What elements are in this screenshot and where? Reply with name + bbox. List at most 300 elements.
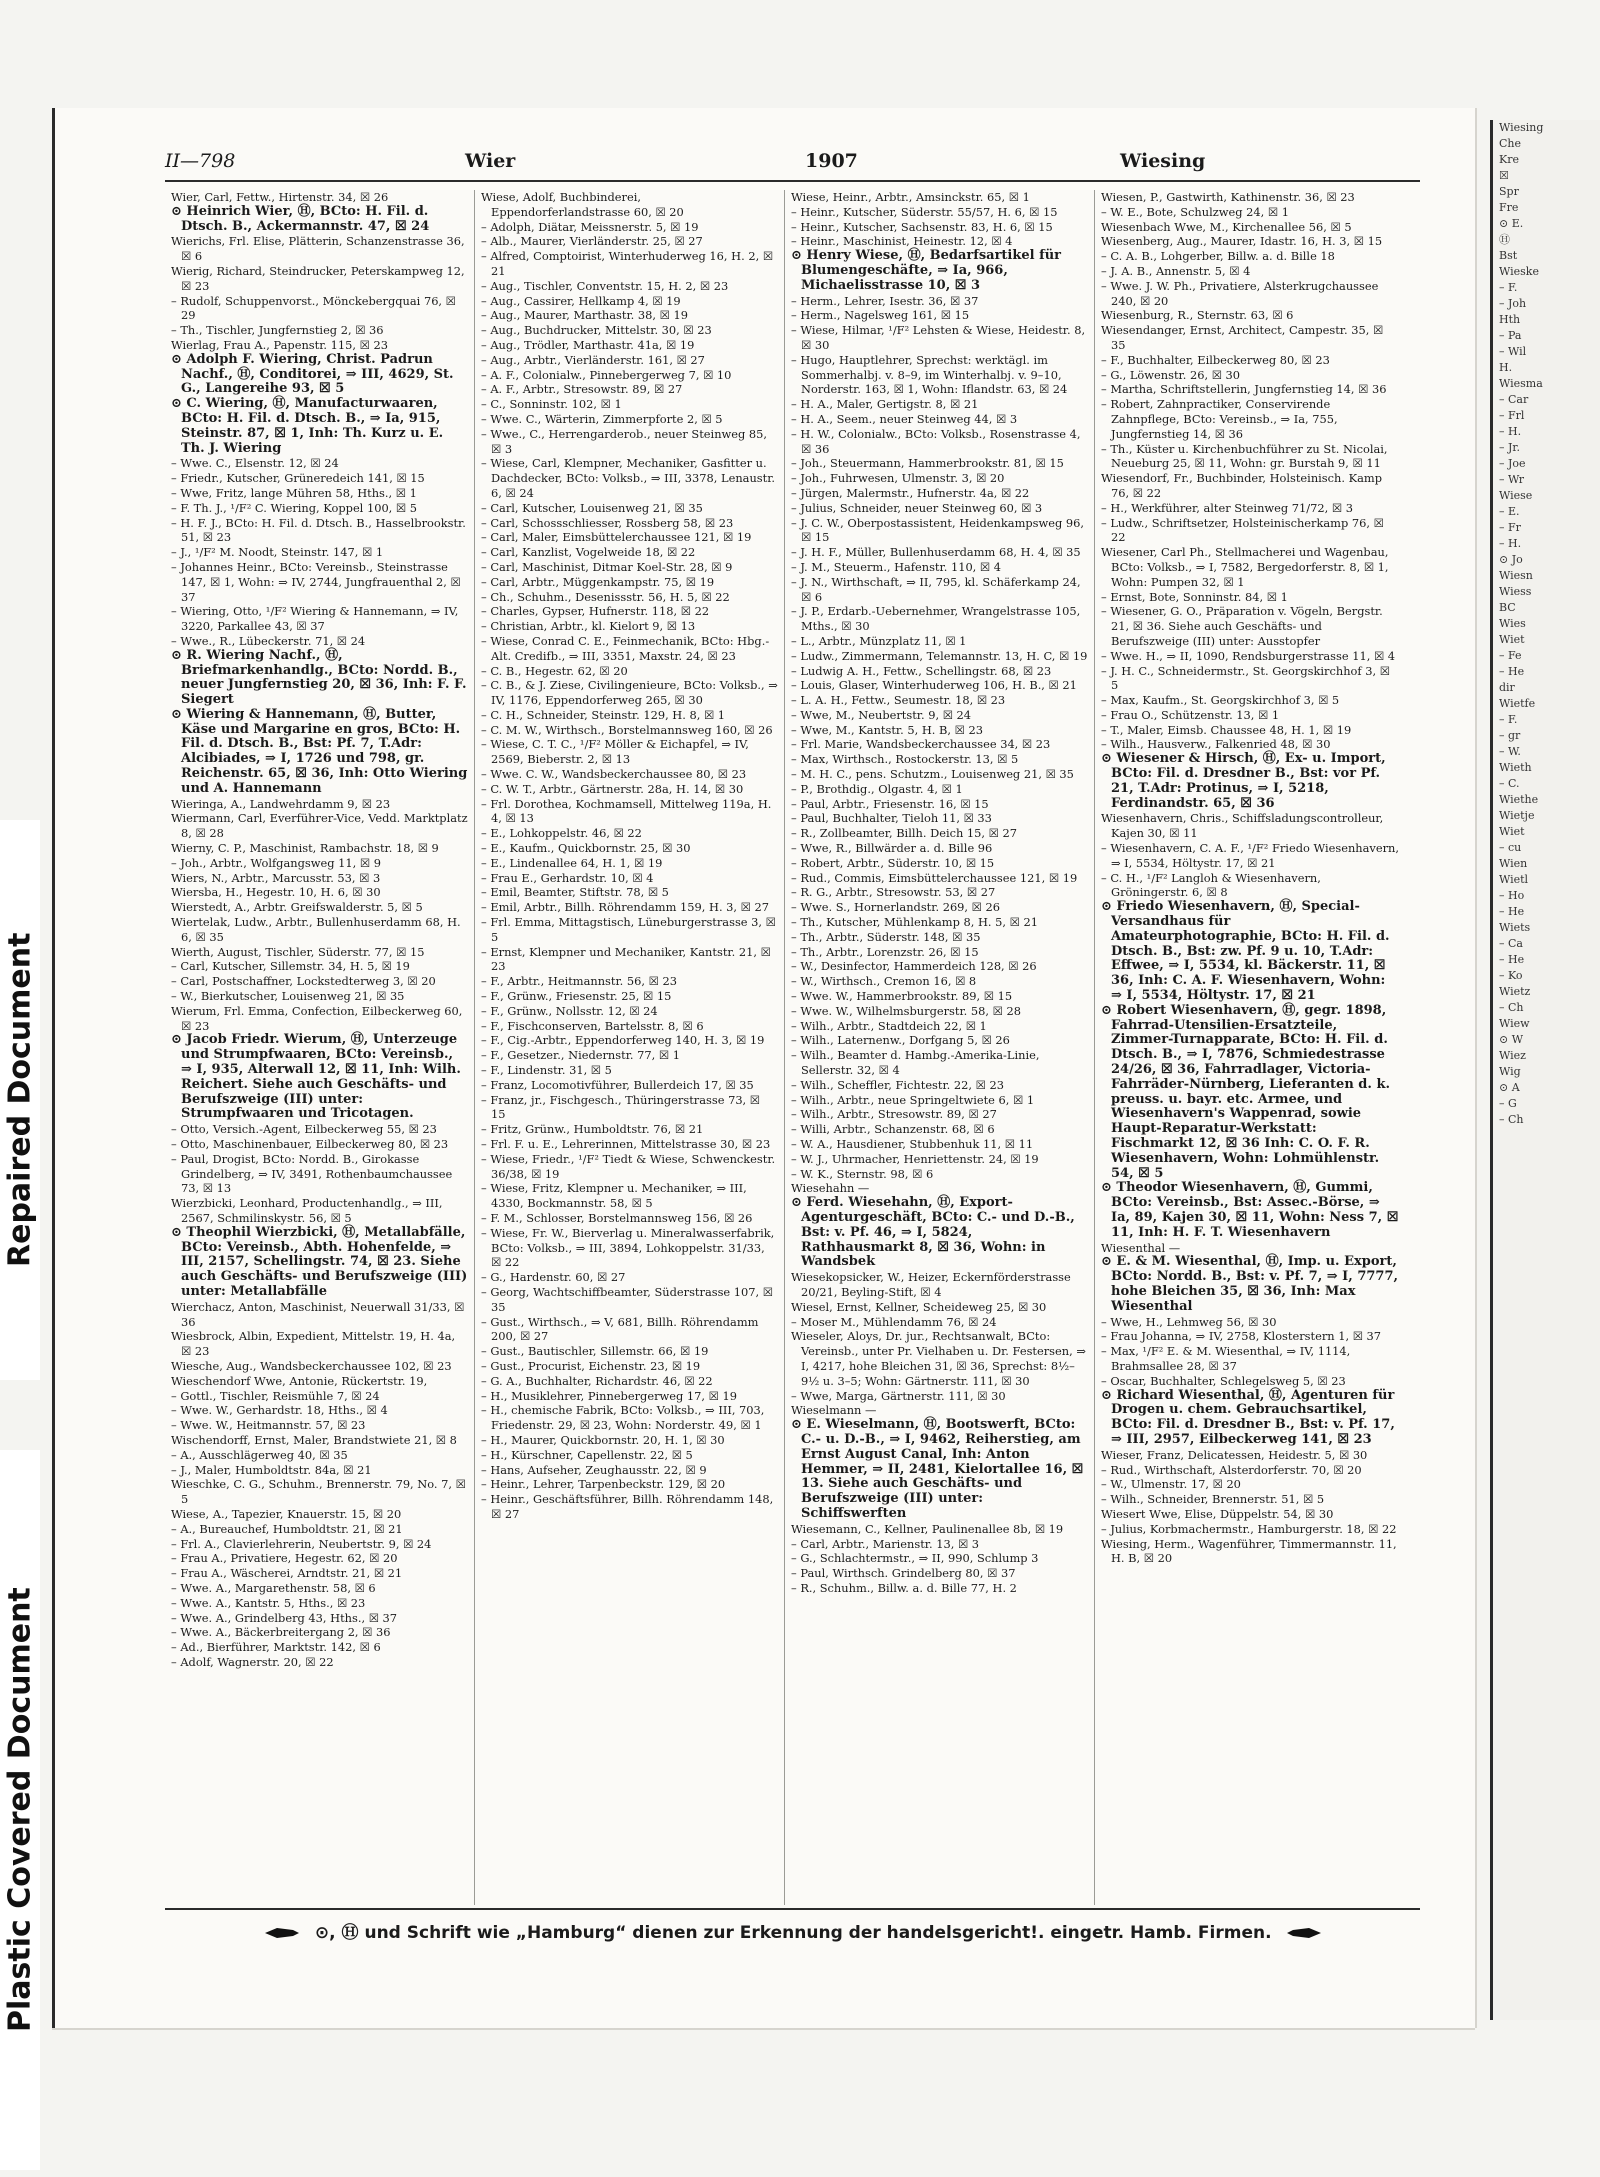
directory-entry: – Hans, Aufseher, Zeughausstr. 22, ☒ 9: [481, 1462, 707, 1477]
directory-entry: Wiesenhavern, Chris., Schiffsladungscontrolleur, Kajen 30, ☒ 11: [1101, 811, 1384, 841]
directory-entry: Wiesel, Ernst, Kellner, Scheideweg 25, ☒ 30: [791, 1299, 1047, 1314]
directory-entry: – Wwe. H., ⇒ II, 1090, Rendsburgerstrasse 11, ☒ 4: [1101, 648, 1396, 663]
directory-entry: Wiesing, Herm., Wagenführer, Timmermannstr. 11, H. B, ☒ 20: [1101, 1536, 1397, 1566]
directory-entry: Wiesenberg, Aug., Maurer, Idastr. 16, H. 3, ☒ 15: [1101, 234, 1383, 249]
directory-entry: – Robert, Arbtr., Süderstr. 10, ☒ 15: [791, 855, 995, 870]
adjacent-page-fragment: Wieth: [1499, 761, 1532, 774]
directory-entry: Wiersba, H., Hegestr. 10, H. 6, ☒ 30: [171, 885, 381, 900]
directory-entry: Wischendorff, Ernst, Maler, Brandstwiete 21, ☒ 8: [171, 1432, 457, 1447]
directory-entry: – F., Grünw., Friesenstr. 25, ☒ 15: [481, 989, 672, 1004]
directory-entry: – J. H. C., Schneidermstr., St. Georgskirchhof 3, ☒ 5: [1101, 663, 1390, 693]
directory-entry: Wierchacz, Anton, Maschinist, Neuerwall 31/33, ☒ 36: [171, 1299, 465, 1329]
directory-entry: Wiesener, Carl Ph., Stellmacherei und Wagenbau, BCto: Volksb., ⇒ I, 7582, Bergedorferstr. 8, ☒ 1, Wohn: Pumpen 32, ☒ 1: [1101, 545, 1389, 589]
directory-entry: – Heinr., Lehrer, Tarpenbeckstr. 129, ☒ 20: [481, 1477, 726, 1492]
directory-entry: – A. F., Colonialw., Pinnebergerweg 7, ☒ 10: [481, 367, 732, 382]
directory-entry: – Paul, Arbtr., Friesenstr. 16, ☒ 15: [791, 796, 989, 811]
directory-entry: – Ch., Schuhm., Desenissstr. 56, H. 5, ☒ 22: [481, 589, 730, 604]
adjacent-page-fragment: – Ho: [1499, 889, 1525, 902]
directory-entry: – A., Ausschlägerweg 40, ☒ 35: [171, 1447, 348, 1462]
directory-entry: – J. P., Erdarb.-Uebernehmer, Wrangelstrasse 105, Mths., ☒ 30: [791, 604, 1081, 634]
adjacent-page-fragment: Wiethe: [1499, 793, 1539, 806]
directory-entry: – L. A. H., Fettw., Seumestr. 18, ☒ 23: [791, 693, 1006, 708]
directory-entry: ⊙ C. Wiering, Ⓗ, Manufacturwaaren, BCto: H. Fil. d. Dtsch. B., ⇒ Ia, 915, Steinstr. 87, ☒ 1, Inh: Th. Kurz u. E. Th. J. Wiering: [171, 396, 444, 456]
directory-entry: Wiers, N., Arbtr., Marcusstr. 53, ☒ 3: [171, 870, 381, 885]
directory-entry: – H. A., Maler, Gertigstr. 8, ☒ 21: [791, 397, 979, 412]
directory-entry: – Frau E., Gerhardstr. 10, ☒ 4: [481, 870, 654, 885]
directory-entry: – Frl. Dorothea, Kochmamsell, Mittelweg 119a, H. 4, ☒ 13: [481, 796, 772, 826]
directory-entry: – Th., Arbtr., Lorenzstr. 26, ☒ 15: [791, 944, 979, 959]
directory-entry: – W., Desinfector, Hammerdeich 128, ☒ 26: [791, 959, 1037, 974]
directory-entry: – Rud., Commis, Eimsbüttelerchaussee 121, ☒ 19: [791, 870, 1078, 885]
directory-entry: – Wwe, R., Billwärder a. d. Bille 96: [791, 841, 993, 856]
adjacent-page-fragment: Wiess: [1499, 585, 1532, 598]
directory-entry: – G., Löwenstr. 26, ☒ 30: [1101, 367, 1241, 382]
directory-entry: – A., Bureauchef, Humboldtstr. 21, ☒ 21: [171, 1521, 403, 1536]
directory-entry: – Wiese, Hilmar, ¹/F² Lehsten & Wiese, Heidestr. 8, ☒ 30: [791, 323, 1086, 352]
directory-entry: ⊙ Jacob Friedr. Wierum, Ⓗ, Unterzeuge und Strumpfwaaren, BCto: Vereinsb., ⇒ I, 935, Alterwall 12, ☒ 11, Inh: Wilh. Reichert. Siehe auch Geschäfts- und Berufszweige (III) unter: Strumpfwaaren und Tricotagen.: [171, 1032, 461, 1122]
adjacent-page-fragment: Wies: [1499, 617, 1526, 630]
directory-entry: ⊙ Theophil Wierzbicki, Ⓗ, Metallabfälle, BCto: Vereinsb., Abth. Hohenfelde, ⇒ III, 2157, Schellingstr. 74, ☒ 23. Siehe auch Geschäfts- und Berufszweige (III) unter: Metallabfälle: [171, 1224, 468, 1299]
directory-entry: – Aug., Maurer, Marthastr. 38, ☒ 19: [481, 308, 688, 323]
adjacent-page-fragment: Wietl: [1499, 873, 1529, 886]
directory-entry: – W. J., Uhrmacher, Henriettenstr. 24, ☒ 19: [791, 1151, 1039, 1166]
directory-entry: Wiesemann, C., Kellner, Paulinenallee 8b, ☒ 19: [791, 1521, 1064, 1536]
directory-entry: – Aug., Buchdrucker, Mittelstr. 30, ☒ 23: [481, 323, 712, 338]
directory-entry: – G. A., Buchhalter, Richardstr. 46, ☒ 22: [481, 1373, 713, 1388]
adjacent-page-fragment: – Wr: [1499, 473, 1525, 486]
directory-entry: Wieselmann —: [791, 1403, 877, 1418]
directory-entry: Wiesendorf, Fr., Buchbinder, Holsteinisch. Kamp 76, ☒ 22: [1101, 471, 1382, 500]
adjacent-page-fragment: – Joh: [1499, 297, 1527, 310]
directory-entry: – Joh., Steuermann, Hammerbrookstr. 81, ☒ 15: [791, 456, 1064, 471]
directory-entry: – Carl, Schossschliesser, Rossberg 58, ☒ 23: [481, 515, 734, 530]
directory-entry: – R., Zollbeamter, Billh. Deich 15, ☒ 27: [791, 826, 1017, 841]
entries-columns: [165, 190, 1420, 1905]
directory-entry: Wierzbicki, Leonhard, Productenhandlg., ⇒ III, 2567, Schmilinskystr. 56, ☒ 5: [171, 1196, 443, 1225]
directory-entry: – Wilh., Laternenw., Dorfgang 5, ☒ 26: [791, 1033, 1010, 1048]
directory-entry: – F. M., Schlosser, Borstelmannsweg 156, ☒ 26: [481, 1210, 753, 1225]
directory-entry: – Hugo, Hauptlehrer, Sprechst: werktägl. im Sommerhalbj. v. 8–9, im Winterhalbj. v. 9–10, Norderstr. 163, ☒ 1, Wohn: Iflandstr. 63, ☒ 24: [791, 352, 1068, 397]
directory-entry: Wiesen, P., Gastwirth, Kathinenstr. 36, ☒ 23: [1101, 190, 1355, 204]
directory-entry: – Frl. A., Clavierlehrerin, Neubertstr. 9, ☒ 24: [171, 1536, 432, 1551]
adjacent-page-fragment: – H.: [1499, 425, 1522, 438]
directory-entry: – H., Kürschner, Capellenstr. 22, ☒ 5: [481, 1447, 693, 1462]
directory-entry: – W., Bierkutscher, Louisenweg 21, ☒ 35: [171, 989, 405, 1004]
adjacent-page-fragment: Bst: [1499, 249, 1518, 262]
footer-rule: [165, 1908, 1420, 1910]
directory-entry: Wierum, Frl. Emma, Confection, Eilbeckerweg 60, ☒ 23: [171, 1003, 463, 1033]
adjacent-page-fragment: Wiez: [1499, 1049, 1526, 1062]
directory-entry: – Adolf, Wagnerstr. 20, ☒ 22: [171, 1654, 334, 1669]
directory-entry: – Julius, Korbmachermstr., Hamburgerstr. 18, ☒ 22: [1101, 1521, 1397, 1536]
directory-entry: – Wiering, Otto, ¹/F² Wiering & Hannemann, ⇒ IV, 3220, Parkallee 43, ☒ 37: [171, 604, 459, 634]
directory-entry: Wiertelak, Ludw., Arbtr., Bullenhuserdamm 68, H. 6, ☒ 35: [171, 915, 461, 944]
directory-entry: Wieser, Franz, Delicatessen, Heidestr. 5, ☒ 30: [1101, 1447, 1368, 1462]
pointing-hand-icon: [1285, 1926, 1323, 1940]
directory-entry: – Joh., Fuhrwesen, Ulmenstr. 3, ☒ 20: [791, 471, 1005, 486]
directory-entry: – J. N., Wirthschaft, ⇒ II, 795, kl. Schäferkamp 24, ☒ 6: [791, 574, 1081, 604]
directory-entry: – Wiese, Fritz, Klempner u. Mechaniker, ⇒ III, 4330, Bockmannstr. 58, ☒ 5: [481, 1181, 747, 1211]
adjacent-page-fragment: – Ch: [1499, 1113, 1524, 1126]
adjacent-page-fragment: Wiet: [1499, 825, 1525, 838]
adjacent-page-fragment: ⊙ W: [1499, 1033, 1524, 1046]
directory-entry: – Oscar, Buchhalter, Schlegelsweg 5, ☒ 23: [1101, 1373, 1346, 1388]
adjacent-page-fragment: – Car: [1499, 393, 1529, 406]
directory-entry: – Carl, Maschinist, Ditmar Koel-Str. 28, ☒ 9: [481, 559, 733, 574]
directory-entry: – J. A. B., Annenstr. 5, ☒ 4: [1101, 263, 1251, 278]
year: 1907: [805, 150, 858, 172]
directory-entry: – Frau O., Schützenstr. 13, ☒ 1: [1101, 707, 1280, 722]
directory-entry: ⊙ E. & M. Wiesenthal, Ⓗ, Imp. u. Export, BCto: Nordd. B., Bst: v. Pf. 7, ⇒ I, 7777, hohe Bleichen 35, ☒ 36, Inh: Max Wiesenthal: [1101, 1254, 1399, 1314]
directory-entry: – C. H., ¹/F² Langloh & Wiesenhavern, Gröningerstr. 6, ☒ 8: [1101, 870, 1321, 900]
directory-entry: – C. A. B., Lohgerber, Billw. a. d. Bille 18: [1101, 249, 1335, 264]
directory-entry: Wiesbrock, Albin, Expedient, Mittelstr. 19, H. 4a, ☒ 23: [171, 1329, 456, 1359]
adjacent-page-fragment: Wiet: [1499, 633, 1525, 646]
directory-entry: – Wilh., Schneider, Brennerstr. 51, ☒ 5: [1101, 1492, 1325, 1507]
directory-entry: – W. A., Hausdiener, Stubbenhuk 11, ☒ 11: [791, 1137, 1034, 1151]
directory-entry: – Alb., Maurer, Vierländerstr. 25, ☒ 27: [481, 234, 703, 249]
adjacent-page-fragment: Ⓗ: [1499, 233, 1510, 246]
directory-entry: – H., chemische Fabrik, BCto: Volksb., ⇒ III, 703, Friedenstr. 29, ☒ 23, Wohn: Norderstr. 49, ☒ 1: [481, 1403, 765, 1433]
directory-entry: Wieringa, A., Landwehrdamm 9, ☒ 23: [171, 796, 391, 811]
directory-entry: – Franz, jr., Fischgesch., Thüringerstrasse 73, ☒ 15: [481, 1092, 761, 1122]
directory-entry: – Wilh., Hausverw., Falkenried 48, ☒ 30: [1101, 737, 1331, 752]
directory-entry: – Wwe., C., Herrengarderob., neuer Steinweg 85, ☒ 3: [481, 426, 768, 456]
adjacent-page-fragment: Wiesing: [1499, 121, 1544, 134]
directory-entry: – Wwe. A., Margarethenstr. 58, ☒ 6: [171, 1580, 376, 1595]
directory-entry: Wierth, August, Tischler, Süderstr. 77, ☒ 15: [171, 944, 425, 959]
directory-entry: – Wwe. W., Hammerbrookstr. 89, ☒ 15: [791, 989, 1013, 1004]
adjacent-page-fragment: – Fe: [1499, 649, 1522, 662]
column-3: [785, 190, 1095, 1905]
directory-entry: – Heinr., Maschinist, Heinestr. 12, ☒ 4: [791, 234, 1013, 249]
directory-entry: – Franz, Locomotivführer, Bullerdeich 17, ☒ 35: [481, 1077, 754, 1092]
directory-entry: – M. H. C., pens. Schutzm., Louisenweg 21, ☒ 35: [791, 767, 1074, 782]
adjacent-page-fragment: – Joe: [1499, 457, 1526, 470]
directory-entry: – H., Werkführer, alter Steinweg 71/72, ☒ 3: [1101, 500, 1353, 515]
directory-entry: – Max, ¹/F² E. & M. Wiesenthal, ⇒ IV, 1114, Brahmsallee 28, ☒ 37: [1101, 1344, 1351, 1373]
directory-entry: – Th., Tischler, Jungfernstieg 2, ☒ 36: [171, 323, 384, 338]
adjacent-page-fragment: ⊙ E.: [1499, 217, 1524, 230]
directory-entry: – Frau A., Wäscherei, Arndtstr. 21, ☒ 21: [171, 1566, 403, 1581]
column-4: [1095, 190, 1405, 1905]
directory-entry: – Heinr., Kutscher, Süderstr. 55/57, H. 6, ☒ 15: [791, 204, 1058, 219]
directory-entry: – Frl. Marie, Wandsbeckerchaussee 34, ☒ 23: [791, 737, 1051, 752]
directory-entry: ⊙ Robert Wiesenhavern, Ⓗ, gegr. 1898, Fahrrad-Utensilien-Ersatzteile, Zimmer-Turnapparate, BCto: H. Fil. d. Dtsch. B., ⇒ I, 7876, Schmiedestrasse 24/26, ☒ 36, Fahrradlager, Victoria-Fahrräder-Nürnberg, Lieferanten d. k. preuss. u. bayr. etc. Armee, und Wiesenhavern's Wappenrad, sowie Haupt-Reparatur-Werkstatt: Fischmarkt 12, ☒ 36 Inh: C. O. F. R. Wiesenhavern, Wohn: Lohmühlenstr. 54, ☒ 5: [1101, 1002, 1390, 1181]
directory-entry: Wierlag, Frau A., Papenstr. 115, ☒ 23: [171, 337, 388, 352]
directory-entry: – Wiese, Friedr., ¹/F² Tiedt & Wiese, Schwenckestr. 36/38, ☒ 19: [481, 1151, 776, 1181]
directory-entry: – C. B., & J. Ziese, Civilingenieure, BCto: Volksb., ⇒ IV, 1176, Eppendorferweg 265, ☒ 30: [481, 678, 778, 708]
directory-entry: – C. W. T., Arbtr., Gärtnerstr. 28a, H. 14, ☒ 30: [481, 781, 744, 796]
adjacent-page-fragment: Wietfe: [1499, 697, 1536, 710]
directory-entry: – Wwe, Fritz, lange Mühren 58, Hths., ☒ 1: [171, 485, 417, 500]
directory-entry: – Ad., Bierführer, Marktstr. 142, ☒ 6: [171, 1640, 381, 1655]
directory-entry: – Ernst, Klempner und Mechaniker, Kantstr. 21, ☒ 23: [481, 944, 771, 974]
adjacent-page-fragment: Kre: [1499, 153, 1519, 166]
directory-entry: – Herm., Nagelsweg 161, ☒ 15: [791, 308, 970, 323]
directory-entry: – Gottl., Tischler, Reismühle 7, ☒ 24: [171, 1388, 380, 1403]
directory-entry: – Willi, Arbtr., Schanzenstr. 68, ☒ 6: [791, 1122, 995, 1137]
directory-entry: – Wilh., Arbtr., Stresowstr. 89, ☒ 27: [791, 1107, 997, 1122]
directory-entry: – Wilh., Arbtr., neue Springeltwiete 6, ☒ 1: [791, 1092, 1035, 1107]
last-entry-word: Wiesing: [1120, 150, 1206, 172]
directory-entry: – Julius, Schneider, neuer Steinweg 60, ☒ 3: [791, 500, 1043, 515]
directory-entry: – Jürgen, Malermstr., Hufnerstr. 4a, ☒ 22: [791, 485, 1030, 500]
directory-entry: – Christian, Arbtr., kl. Kielort 9, ☒ 13: [481, 619, 696, 634]
directory-entry: – Wwe, M., Kantstr. 5, H. B, ☒ 23: [791, 722, 983, 737]
directory-entry: – C., Sonninstr. 102, ☒ 1: [481, 397, 622, 412]
directory-entry: – H. F. J., BCto: H. Fil. d. Dtsch. B., Hasselbrookstr. 51, ☒ 23: [171, 515, 466, 545]
directory-entry: – F., Arbtr., Heitmannstr. 56, ☒ 23: [481, 974, 677, 989]
directory-entry: – Martha, Schriftstellerin, Jungfernstieg 14, ☒ 36: [1101, 382, 1387, 397]
directory-entry: – H. W., Colonialw., BCto: Volksb., Rosenstrasse 4, ☒ 36: [791, 426, 1081, 456]
directory-entry: – Gust., Wirthsch., ⇒ V, 681, Billh. Röhrendamm 200, ☒ 27: [481, 1314, 759, 1344]
directory-entry: – Paul, Buchhalter, Tieloh 11, ☒ 33: [791, 811, 992, 826]
directory-entry: – E., Kaufm., Quickbornstr. 25, ☒ 30: [481, 841, 691, 856]
directory-entry: – Wwe. W., Heitmannstr. 57, ☒ 23: [171, 1418, 366, 1433]
directory-entry: Wiesenburg, R., Sternstr. 63, ☒ 6: [1101, 308, 1294, 323]
adjacent-page-fragment: – Wil: [1499, 345, 1527, 358]
adjacent-page-fragment: Wiets: [1499, 921, 1531, 934]
directory-entry: – F., Grünw., Nollsstr. 12, ☒ 24: [481, 1003, 658, 1018]
directory-entry: – J. H. F., Müller, Bullenhuserdamm 68, H. 4, ☒ 35: [791, 545, 1081, 560]
adjacent-page-fragment: Wietje: [1499, 809, 1535, 822]
directory-entry: – Wwe, M., Neubertstr. 9, ☒ 24: [791, 707, 972, 722]
directory-entry: – Wilh., Arbtr., Stadtdeich 22, ☒ 1: [791, 1018, 987, 1033]
directory-entry: – Wiese, Conrad C. E., Feinmechanik, BCto: Hbg.-Alt. Credifb., ⇒ III, 3351, Maxstr. 24, ☒ 23: [481, 633, 770, 663]
adjacent-page-fragment: ⊙ Jo: [1499, 553, 1523, 566]
directory-entry: – Ludw., Schriftsetzer, Holsteinischerkamp 76, ☒ 22: [1101, 515, 1384, 545]
adjacent-page-fragment: Che: [1499, 137, 1522, 150]
directory-entry: – Carl, Kanzlist, Vogelweide 18, ☒ 22: [481, 545, 696, 560]
directory-entry: – Wwe. C. W., Wandsbeckerchaussee 80, ☒ 23: [481, 767, 747, 782]
directory-entry: – Rudolf, Schuppenvorst., Mönckebergquai 76, ☒ 29: [171, 293, 456, 323]
directory-entry: – Carl, Postschaffner, Lockstedterweg 3, ☒ 20: [171, 974, 436, 989]
directory-entry: – Paul, Wirthsch. Grindelberg 80, ☒ 37: [791, 1566, 1016, 1581]
directory-entry: – Th., Kutscher, Mühlenkamp 8, H. 5, ☒ 21: [791, 915, 1038, 930]
directory-entry: – J. M., Steuerm., Hafenstr. 110, ☒ 4: [791, 559, 1002, 574]
adjacent-page-fragment: – cu: [1499, 841, 1522, 854]
directory-entry: – Aug., Trödler, Marthastr. 41a, ☒ 19: [481, 337, 695, 352]
adjacent-page-fragment: dir: [1499, 681, 1515, 694]
adjacent-page-fragment: – Pa: [1499, 329, 1522, 342]
directory-entry: – Rud., Wirthschaft, Alsterdorferstr. 70, ☒ 20: [1101, 1462, 1362, 1477]
directory-entry: – Wiesenhavern, C. A. F., ¹/F² Friedo Wiesenhavern, ⇒ I, 5534, Höltystr. 17, ☒ 21: [1101, 841, 1399, 870]
directory-entry: – Alfred, Comptoirist, Winterhuderweg 16, H. 2, ☒ 21: [481, 249, 774, 278]
directory-entry: – W., Ulmenstr. 17, ☒ 20: [1101, 1477, 1241, 1492]
page-header: [165, 144, 1415, 180]
directory-entry: – F., Buchhalter, Eilbeckerweg 80, ☒ 23: [1101, 352, 1330, 367]
directory-entry: – Frau A., Privatiere, Hegestr. 62, ☒ 20: [171, 1551, 398, 1566]
directory-entry: – Ludwig A. H., Fettw., Schellingstr. 68, ☒ 23: [791, 663, 1052, 678]
directory-entry: – Moser M., Mühlendamm 76, ☒ 24: [791, 1314, 997, 1329]
adjacent-page-fragment: – C.: [1499, 777, 1520, 790]
directory-entry: – Robert, Zahnpractiker, Conservirende Zahnpflege, BCto: Vereinsb., ⇒ Ia, 755, Jungfernstieg 14, ☒ 36: [1101, 397, 1338, 441]
adjacent-page-fragment: – gr: [1499, 729, 1521, 742]
adjacent-page-fragment: Wiese: [1499, 489, 1533, 502]
directory-entry: – C. H., Schneider, Steinstr. 129, H. 8, ☒ 1: [481, 707, 726, 722]
directory-entry: – Friedr., Kutscher, Grüneredeich 141, ☒ 15: [171, 471, 425, 486]
directory-entry: – Emil, Beamter, Stiftstr. 78, ☒ 5: [481, 885, 669, 900]
directory-entry: – Wwe, H., Lehmweg 56, ☒ 30: [1101, 1314, 1277, 1329]
adjacent-page-fragment: – Ko: [1499, 969, 1523, 982]
directory-entry: – W. K., Sternstr. 98, ☒ 6: [791, 1166, 934, 1181]
directory-entry: – Wwe, Marga, Gärtnerstr. 111, ☒ 30: [791, 1388, 1006, 1403]
directory-entry: – Wilh., Scheffler, Fichtestr. 22, ☒ 23: [791, 1077, 1004, 1092]
adjacent-page-fragment: – F.: [1499, 713, 1518, 726]
directory-entry: – H., Maurer, Quickbornstr. 20, H. 1, ☒ 30: [481, 1432, 725, 1447]
directory-entry: – Louis, Glaser, Winterhuderweg 106, H. B., ☒ 21: [791, 678, 1077, 693]
directory-entry: – Charles, Gypser, Hufnerstr. 118, ☒ 22: [481, 604, 710, 619]
directory-entry: – Ernst, Bote, Sonninstr. 84, ☒ 1: [1101, 589, 1288, 604]
directory-entry: – Gust., Bautischler, Sillemstr. 66, ☒ 19: [481, 1344, 709, 1359]
directory-entry: – Th., Küster u. Kirchenbuchführer zu St. Nicolai, Neueburg 25, ☒ 11, Wohn: gr. Burstah 9, ☒ 11: [1101, 441, 1388, 471]
directory-entry: ⊙ Wiering & Hannemann, Ⓗ, Butter, Käse und Margarine en gros, BCto: H. Fil. d. Dtsch. B., Bst: Pf. 7, T.Adr: Alcibiades, ⇒ I, 1726 und 798, gr. Reichenstr. 65, ☒ 36, Inh: Otto Wiering und A. Hannemann: [171, 706, 468, 796]
directory-entry: – Wwe. C., Wärterin, Zimmerpforte 2, ☒ 5: [481, 411, 723, 426]
directory-entry: Wiesenthal —: [1101, 1240, 1181, 1255]
directory-page: [52, 108, 1475, 2028]
directory-entry: – F., Lindenstr. 31, ☒ 5: [481, 1063, 612, 1078]
directory-entry: Wierstedt, A., Arbtr. Greifswalderstr. 5, ☒ 5: [171, 900, 423, 915]
adjacent-page-fragment: Wiesn: [1499, 569, 1533, 582]
adjacent-page-fragment: – Ca: [1499, 937, 1523, 950]
directory-entry: ⊙ Friedo Wiesenhavern, Ⓗ, Special-Versandhaus für Amateurphotographie, BCto: H. Fil. d. Dtsch. B., Bst: zw. Pf. 9 u. 10, T.Adr: Effwee, ⇒ I, 5534, kl. Bäckerstr. 11, ☒ 36, Inh: C. A. F. Wiesenhavern, Wohn: ⇒ I, 5534, Höltystr. 17, ☒ 21: [1101, 899, 1390, 1004]
directory-entry: – Carl, Arbtr., Müggenkampstr. 75, ☒ 19: [481, 574, 715, 589]
repaired-document-label: Repaired Document: [0, 820, 40, 1380]
adjacent-page-fragment: Wietz: [1499, 985, 1531, 998]
adjacent-page-fragment: Wien: [1499, 857, 1528, 870]
directory-entry: – H., Musiklehrer, Pinnebergerweg 17, ☒ 19: [481, 1388, 737, 1403]
directory-entry: – H. A., Seem., neuer Steinweg 44, ☒ 3: [791, 411, 1018, 426]
directory-entry: Wiese, Heinr., Arbtr., Amsinckstr. 65, ☒ 1: [791, 190, 1030, 204]
directory-entry: – Aug., Cassirer, Hellkamp 4, ☒ 19: [481, 293, 681, 308]
directory-entry: Wierig, Richard, Steindrucker, Peterskampweg 12, ☒ 23: [171, 263, 465, 293]
directory-entry: – Georg, Wachtschiffbeamter, Süderstrasse 107, ☒ 35: [481, 1284, 773, 1314]
directory-entry: Wieschke, C. G., Schuhm., Brennerstr. 79, No. 7, ☒ 5: [171, 1477, 466, 1507]
adjacent-page-fragment: Wiew: [1499, 1017, 1530, 1030]
page-number: II—798: [165, 150, 236, 172]
directory-entry: – Wilh., Beamter d. Hambg.-Amerika-Linie, Sellerstr. 32, ☒ 4: [791, 1048, 1040, 1078]
directory-entry: Wiesenbach Wwe, M., Kirchenallee 56, ☒ 5: [1101, 219, 1352, 234]
directory-entry: – Carl, Kutscher, Sillemstr. 34, H. 5, ☒ 19: [171, 959, 410, 974]
directory-entry: – E., Lindenallee 64, H. 1, ☒ 19: [481, 855, 663, 870]
directory-entry: Wierichs, Frl. Elise, Plätterin, Schanzenstrasse 36, ☒ 6: [171, 234, 465, 264]
pointing-hand-icon: [263, 1926, 301, 1940]
directory-entry: ⊙ E. Wieselmann, Ⓗ, Bootswerft, BCto: C.- u. D.-B., ⇒ I, 9462, Reiherstieg, am Ernst August Canal, Inh: Anton Hemmer, ⇒ II, 2481, Kielortallee 16, ☒ 13. Siehe auch Geschäfts- und Berufszweige (III) unter: Schiffswerften: [791, 1417, 1084, 1521]
directory-entry: – W. E., Bote, Schulzweg 24, ☒ 1: [1101, 204, 1289, 219]
directory-entry: – Carl, Maler, Eimsbüttelerchaussee 121, ☒ 19: [481, 530, 752, 545]
directory-entry: – Wwe. C., Elsenstr. 12, ☒ 24: [171, 456, 339, 471]
adjacent-page-fragment: – He: [1499, 953, 1525, 966]
adjacent-page-fragment: ☒: [1499, 169, 1509, 182]
directory-entry: – Wwe. W., Wilhelmsburgerstr. 58, ☒ 28: [791, 1003, 1021, 1018]
directory-entry: Wiesekopsicker, W., Heizer, Eckernförderstrasse 20/21, Beyling-Stift, ☒ 4: [791, 1270, 1071, 1299]
directory-entry: – Wiese, Carl, Klempner, Mechaniker, Gasfitter u. Dachdecker, BCto: Volksb., ⇒ III, 3378, Lenaustr. 6, ☒ 24: [481, 456, 776, 500]
directory-entry: – Joh., Arbtr., Wolfgangsweg 11, ☒ 9: [171, 855, 381, 870]
directory-entry: ⊙ Ferd. Wiesehahn, Ⓗ, Export-Agenturgeschäft, BCto: C.- und D.-B., Bst: v. Pf. 46, ⇒ I, 5824, Rathhausmarkt 8, ☒ 36, Wohn: in Wandsbek: [791, 1195, 1075, 1270]
directory-entry: Wiese, Adolf, Buchbinderei, Eppendorferlandstrasse 60, ☒ 20: [481, 190, 684, 219]
directory-entry: – R., Schuhm., Billw. a. d. Bille 77, H. 2: [791, 1580, 1017, 1595]
adjacent-page-fragment: – He: [1499, 665, 1525, 678]
directory-entry: – Wwe. A., Bäckerbreitergang 2, ☒ 36: [171, 1625, 391, 1640]
directory-entry: Wiese, A., Tapezier, Knauerstr. 15, ☒ 20: [171, 1506, 402, 1521]
directory-entry: – F., Fischconserven, Bartelsstr. 8, ☒ 6: [481, 1018, 704, 1033]
directory-entry: – Max, Kaufm., St. Georgskirchhof 3, ☒ 5: [1101, 693, 1340, 708]
column-1: [165, 190, 475, 1905]
directory-entry: – Gust., Procurist, Eichenstr. 23, ☒ 19: [481, 1358, 701, 1373]
directory-entry: – J., ¹/F² M. Noodt, Steinstr. 147, ☒ 1: [171, 545, 384, 560]
directory-entry: – Johannes Heinr., BCto: Vereinsb., Steinstrasse 147, ☒ 1, Wohn: ⇒ IV, 2744, Jungfrauenthal 2, ☒ 37: [171, 559, 461, 604]
directory-entry: Wieseler, Aloys, Dr. jur., Rechtsanwalt, BCto: Vereinsb., unter Pr. Vielhaben u. Dr. Festersen, ⇒ I, 4217, hohe Bleichen 31, ☒ 36, Sprechst: 8½–9½ u. 3–5; Wohn: Gärtnerstr. 111, ☒ 30: [791, 1329, 1086, 1388]
adjacent-page-fragment: Wieske: [1499, 265, 1539, 278]
directory-entry: – Wwe., R., Lübeckerstr. 71, ☒ 24: [171, 633, 366, 648]
adjacent-page-fragment: Wiesma: [1499, 377, 1543, 390]
directory-entry: – E., Lohkoppelstr. 46, ☒ 22: [481, 826, 642, 841]
directory-entry: – Herm., Lehrer, Isestr. 36, ☒ 37: [791, 293, 979, 308]
directory-entry: – Wwe. A., Grindelberg 43, Hths., ☒ 37: [171, 1610, 398, 1625]
directory-entry: – Otto, Versich.-Agent, Eilbeckerweg 55, ☒ 23: [171, 1122, 437, 1137]
directory-entry: ⊙ Adolph F. Wiering, Christ. Padrun Nachf., Ⓗ, Conditorei, ⇒ III, 4629, St. G., Langereihe 93, ☒ 5: [171, 351, 454, 397]
directory-entry: – Adolph, Diätar, Meissnerstr. 5, ☒ 19: [481, 219, 699, 234]
adjacent-page-fragment: Fre: [1499, 201, 1519, 214]
adjacent-page-fragment: Hth: [1499, 313, 1521, 326]
directory-entry: – Aug., Arbtr., Vierländerstr. 161, ☒ 27: [481, 352, 705, 367]
directory-entry: – Heinr., Kutscher, Sachsenstr. 83, H. 6, ☒ 15: [791, 219, 1053, 234]
directory-entry: – Paul, Drogist, BCto: Nordd. B., Girokasse Grindelberg, ⇒ IV, 3491, Rothenbaumchaussee 73, ☒ 13: [171, 1151, 453, 1196]
directory-entry: – Carl, Kutscher, Louisenweg 21, ☒ 35: [481, 500, 703, 515]
directory-entry: – Otto, Maschinenbauer, Eilbeckerweg 80, ☒ 23: [171, 1137, 449, 1151]
directory-entry: – Wiese, Fr. W., Bierverlag u. Mineralwasserfabrik, BCto: Volksb., ⇒ III, 3894, Lohkoppelstr. 31/33, ☒ 22: [481, 1225, 775, 1270]
directory-entry: – Frl. Emma, Mittagstisch, Lüneburgerstrasse 3, ☒ 5: [481, 915, 776, 944]
directory-entry: – Wiese, C. T. C., ¹/F² Möller & Eichapfel, ⇒ IV, 2569, Bieberstr. 2, ☒ 13: [481, 737, 749, 767]
directory-entry: – J. C. W., Oberpostassistent, Heidenkampsweg 96, ☒ 15: [791, 515, 1085, 545]
directory-entry: – Wwe. W., Gerhardstr. 18, Hths., ☒ 4: [171, 1403, 388, 1418]
adjacent-page-fragment: – Frl: [1499, 409, 1525, 422]
directory-entry: Wierny, C. P., Maschinist, Rambachstr. 18, ☒ 9: [171, 841, 439, 856]
adjacent-page-fragment: – F.: [1499, 281, 1518, 294]
directory-entry: – Emil, Arbtr., Billh. Röhrendamm 159, H. 3, ☒ 27: [481, 900, 770, 915]
adjacent-page-fragment: – Jr.: [1499, 441, 1520, 454]
plastic-covered-label: Plastic Covered Document: [0, 1450, 40, 2170]
directory-entry: Wieschendorf Wwe, Antonie, Rückertstr. 19,: [171, 1373, 428, 1388]
directory-entry: – Wwe. J. W. Ph., Privatiere, Alsterkrugchaussee 240, ☒ 20: [1101, 278, 1379, 308]
adjacent-page-fragment: – H.: [1499, 537, 1522, 550]
directory-entry: – Wwe. A., Kantstr. 5, Hths., ☒ 23: [171, 1595, 366, 1610]
directory-entry: – C. M. W., Wirthsch., Borstelmannsweg 160, ☒ 26: [481, 722, 773, 737]
adjacent-page-fragment: – Ch: [1499, 1001, 1524, 1014]
directory-entry: ⊙ Theodor Wiesenhavern, Ⓗ, Gummi, BCto: Vereinsb., Bst: Assec.-Börse, ⇒ Ia, 89, Kajen 30, ☒ 11, Wohn: Ness 7, ☒ 11, Inh: H. F. T. Wiesenhavern: [1101, 1180, 1399, 1240]
directory-entry: ⊙ Richard Wiesenthal, Ⓗ, Agenturen für Drogen u. chem. Gebrauchsartikel, BCto: Fil. d. Dresdner B., Bst: v. Pf. 17, ⇒ III, 2957, Eilbeckerweg 141, ☒ 23: [1101, 1387, 1395, 1447]
directory-entry: – Heinr., Geschäftsführer, Billh. Röhrendamm 148, ☒ 27: [481, 1492, 774, 1521]
directory-entry: Wier, Carl, Fettw., Hirtenstr. 34, ☒ 26: [171, 190, 389, 204]
directory-entry: – P., Brothdig., Olgastr. 4, ☒ 1: [791, 781, 963, 796]
directory-entry: – L., Arbtr., Münzplatz 11, ☒ 1: [791, 633, 967, 648]
directory-entry: Wiesche, Aug., Wandsbeckerchaussee 102, ☒ 23: [171, 1358, 452, 1373]
directory-entry: – J., Maler, Humboldtstr. 84a, ☒ 21: [171, 1462, 372, 1477]
directory-entry: ⊙ Wiesener & Hirsch, Ⓗ, Ex- u. Import, BCto: Fil. d. Dresdner B., Bst: vor Pf. 21, T.Adr: Protinus, ⇒ I, 5218, Ferdinandstr. 65, ☒ 36: [1101, 751, 1386, 811]
directory-entry: ⊙ R. Wiering Nachf., Ⓗ, Briefmarkenhandlg., BCto: Nordd. B., neuer Jungfernstieg 20, ☒ 36, Inh: F. F. Siegert: [171, 647, 467, 708]
directory-entry: – G., Hardenstr. 60, ☒ 27: [481, 1270, 626, 1285]
adjacent-page-fragment: Wig: [1499, 1065, 1521, 1078]
column-2: [475, 190, 785, 1905]
directory-entry: – Carl, Arbtr., Marienstr. 13, ☒ 3: [791, 1536, 980, 1551]
directory-entry: – Frl. F. u. E., Lehrerinnen, Mittelstrasse 30, ☒ 23: [481, 1137, 771, 1151]
footer-note: [255, 1918, 1375, 1948]
directory-entry: – Wwe. S., Hornerlandstr. 269, ☒ 26: [791, 900, 1001, 915]
directory-entry: – Th., Arbtr., Süderstr. 148, ☒ 35: [791, 929, 981, 944]
directory-entry: – Ludw., Zimmermann, Telemannstr. 13, H. C, ☒ 19: [791, 648, 1088, 663]
adjacent-page-fragment: – E.: [1499, 505, 1520, 518]
